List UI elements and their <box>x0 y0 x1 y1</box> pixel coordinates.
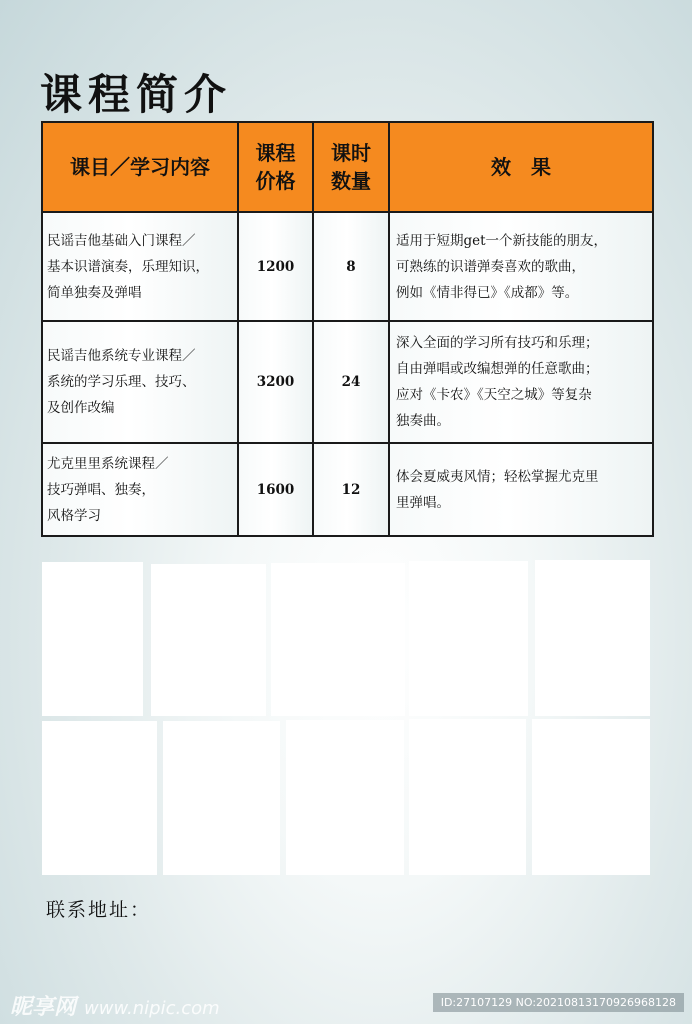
course-effect <box>389 443 653 536</box>
description-line: 民谣吉他基础入门课程／ <box>47 232 196 249</box>
photo-placeholder <box>42 562 143 716</box>
photo-placeholder <box>163 721 280 875</box>
course-price: 1200 <box>238 212 313 321</box>
effect-line: 可熟练的识谱弹奏喜欢的歌曲， <box>396 258 585 275</box>
watermark-id: ID:27107129 NO:20210813170926968128 <box>433 993 684 1012</box>
table-header-row <box>42 122 653 212</box>
course-price: 3200 <box>238 321 313 443</box>
description-line: 及创作改编 <box>47 400 115 416</box>
watermark-logo <box>10 990 220 1021</box>
header-hours-line1: 课时 <box>331 141 371 165</box>
effect-line: 应对《卡农》《天空之城》等复杂 <box>396 387 592 403</box>
course-table <box>41 121 654 537</box>
header-effect: 效 果 <box>389 122 653 212</box>
table-row <box>42 212 653 321</box>
course-description <box>42 212 238 321</box>
description-line: 基本识谱演奏，乐理知识， <box>47 258 209 275</box>
description-line: 风格学习 <box>47 507 101 524</box>
description-line: 民谣吉他系统专业课程／ <box>47 348 196 364</box>
effect-line: 例如《情非得已》《成都》等。 <box>396 284 579 301</box>
effect-line: 自由弹唱或改编想弹的任意歌曲； <box>396 361 599 377</box>
course-description <box>42 443 238 536</box>
photo-placeholder <box>535 560 650 716</box>
table-row <box>42 321 653 443</box>
effect-line: 体会夏威夷风情；轻松掌握尤克里 <box>396 468 599 485</box>
watermark-url: www.nipic.com <box>84 998 220 1019</box>
photo-placeholder <box>409 719 526 875</box>
course-hours: 24 <box>313 321 389 443</box>
course-description <box>42 321 238 443</box>
effect-line: 深入全面的学习所有技巧和乐理； <box>396 335 599 351</box>
contact-address-label: 联系地址： <box>46 899 152 921</box>
watermark-logo-text: 昵享网 <box>10 995 77 1020</box>
page-title: 课程简介 <box>40 70 233 119</box>
header-price-line2: 价格 <box>255 169 296 193</box>
effect-line: 独奏曲。 <box>396 413 450 429</box>
photo-placeholder <box>42 721 157 875</box>
course-effect <box>389 321 653 443</box>
photo-placeholder <box>271 563 405 716</box>
header-course: 课目／学习内容 <box>42 122 238 212</box>
photo-placeholder <box>286 720 404 875</box>
header-hours <box>313 122 389 212</box>
table-row <box>42 443 653 536</box>
course-price: 1600 <box>238 443 313 536</box>
photo-placeholder <box>532 719 650 875</box>
course-effect <box>389 212 653 321</box>
effect-line: 里弹唱。 <box>396 494 450 511</box>
photo-placeholder <box>151 564 266 716</box>
header-hours-line2: 数量 <box>331 169 371 193</box>
description-line: 系统的学习乐理、技巧、 <box>47 374 196 390</box>
course-hours: 8 <box>313 212 389 321</box>
header-price-line1: 课程 <box>255 141 296 165</box>
description-line: 尤克里里系统课程／ <box>47 455 169 472</box>
header-price <box>238 122 313 212</box>
description-line: 简单独奏及弹唱 <box>47 284 142 301</box>
effect-line: 适用于短期get一个新技能的朋友， <box>396 232 608 249</box>
description-line: 技巧弹唱、独奏， <box>47 481 155 498</box>
photo-placeholder <box>409 561 528 716</box>
course-hours: 12 <box>313 443 389 536</box>
